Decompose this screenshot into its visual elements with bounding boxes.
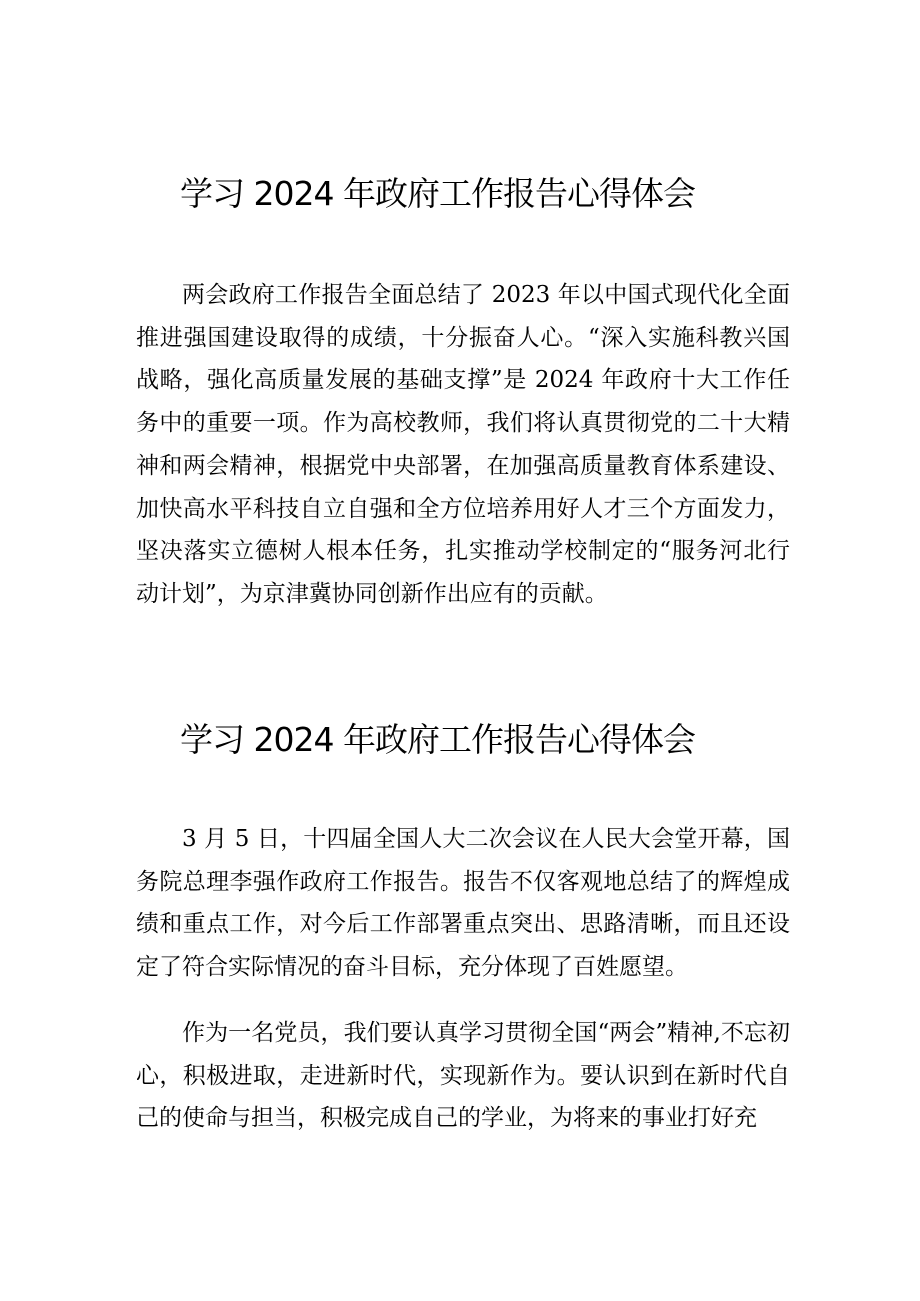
body-paragraph: 两会政府工作报告全面总结了 2023 年以中国式现代化全面推进强国建设取得的成绩，十分振奋人心。“深入实施科教兴国战略，强化高质量发展的基础支撑”是 2024 年政府十大工作任务中的重要一项。作为高校教师，我们将认真贯彻党的二十大精神和两会精神，根据党中央部署，在加强高质量教育体系建设、加快高水平科技自立自强和全方位培养用好人才三个方面发力，坚决落实立德树人根本任务，扎实推动学校制定的“服务河北行动计划”，为京津冀协同创新作出应有的贡献。: [136, 282, 790, 607]
body-paragraph: 3 月 5 日，十四届全国人大二次会议在人民大会堂开幕，国务院总理李强作政府工作报告。报告不仅客观地总结了的辉煌成绩和重点工作，对今后工作部署重点突出、思路清晰，而且还设定了符合实际情况的奋斗目标，充分体现了百姓愿望。: [136, 826, 790, 981]
body-paragraph: 作为一名党员，我们要认真学习贯彻全国“两会”精神,不忘初心，积极进取，走进新时代，实现新作为。要认识到在新时代自己的使命与担当，积极完成自己的学业，为将来的事业打好充: [136, 1020, 790, 1132]
section-title: 学习 2024 年政府工作报告心得体会: [180, 720, 695, 759]
section-title: 学习 2024 年政府工作报告心得体会: [180, 174, 695, 213]
